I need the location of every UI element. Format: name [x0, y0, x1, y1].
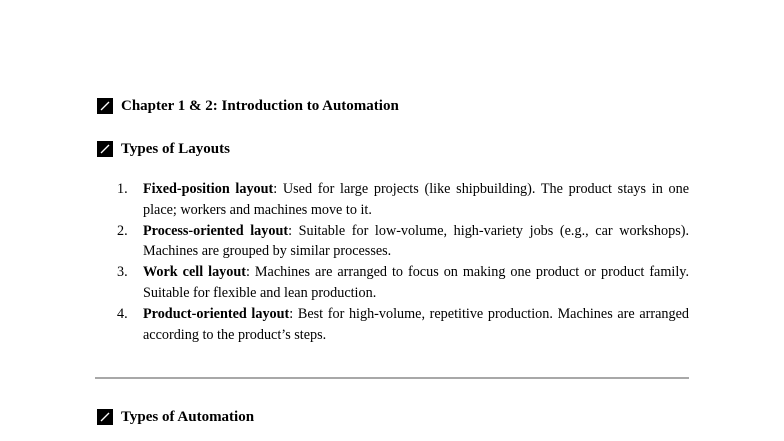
list-item-body — [143, 304, 689, 346]
list-item-number: 1. — [117, 181, 128, 197]
list-item-term: Work cell layout — [143, 264, 246, 281]
list-item-text: : Suitable for low-volume, high-variety jobs (e.g., car workshops). Machines are grouped by similar processes. — [143, 222, 689, 260]
list-item-text: : Best for high-volume, repetitive production. Machines are arranged according to the product’s steps. — [143, 305, 689, 343]
list-item-term: Process-oriented layout — [143, 222, 289, 239]
list-item-number: 2. — [117, 222, 128, 239]
automation-heading — [97, 408, 254, 426]
list-item-number: 3. — [117, 264, 128, 281]
list-item-body — [143, 262, 689, 304]
list-item-text: : Used for large projects (like shipbuilding). The product stays in one place; workers and machines move to it. — [143, 181, 689, 218]
list-item-text: : Machines are arranged to focus on making one product or product family. Suitable for flexible and lean production. — [143, 264, 689, 301]
layouts-heading — [97, 140, 230, 158]
layouts-heading-text: Types of Layouts — [121, 141, 230, 157]
list-item — [117, 221, 689, 263]
automation-heading-text: Types of Automation — [121, 409, 255, 425]
list-item — [117, 304, 689, 346]
chapter-heading — [97, 97, 399, 115]
list-item-term: Fixed-position layout — [143, 181, 274, 197]
list-item — [117, 179, 689, 221]
layout-types-list — [117, 179, 689, 345]
list-item-number: 4. — [117, 305, 128, 322]
list-item-term: Product-oriented layout — [143, 305, 290, 322]
list-item-body — [143, 221, 689, 263]
checkbox-checked-icon — [97, 98, 113, 114]
list-item — [117, 262, 689, 304]
chapter-heading-text: Chapter 1 & 2: Introduction to Automation — [121, 98, 399, 114]
checkbox-checked-icon — [97, 409, 113, 425]
checkbox-checked-icon — [97, 141, 113, 157]
section-divider — [95, 377, 689, 379]
list-item-body — [143, 179, 689, 221]
